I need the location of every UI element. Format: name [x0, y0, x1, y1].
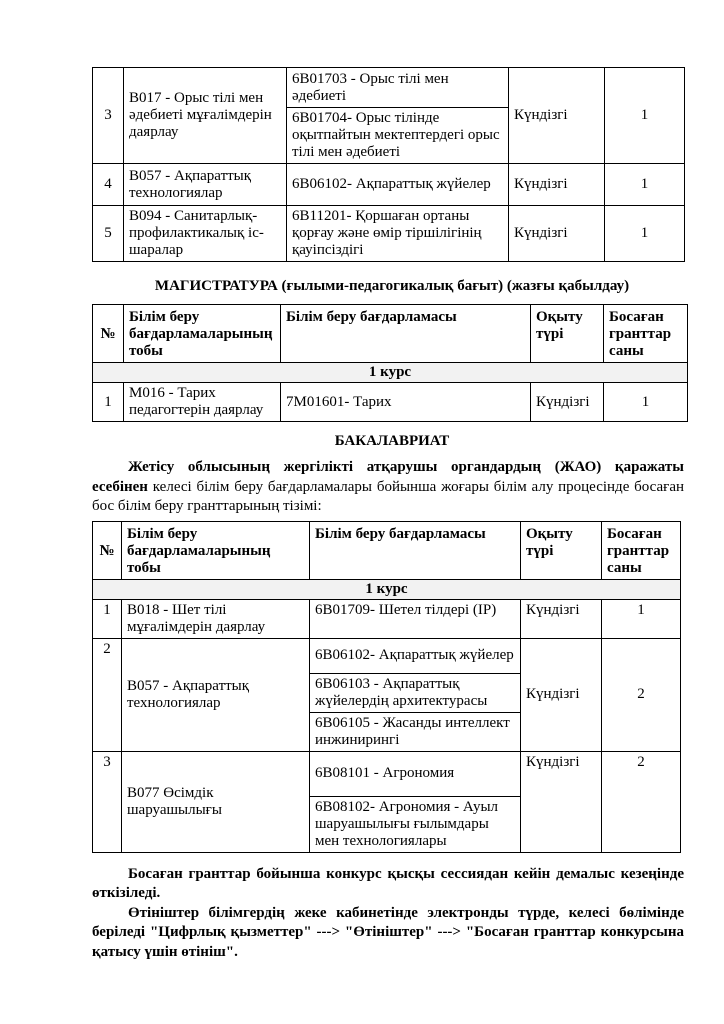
program-cell: 6B01709- Шетел тілдері (IP) [310, 599, 521, 638]
magistratura-table [92, 304, 688, 422]
course-row [93, 579, 681, 599]
col-header-num: № [93, 521, 122, 579]
row-number-cell: 4 [93, 164, 124, 206]
program-cell: 6B08102- Агрономия - Ауыл шаруашылығы ғылымдары мен технологиялары [310, 796, 521, 852]
magistratura-heading: МАГИСТРАТУРА (ғылыми-педагогикалық бағыт) (жазғы қабылдау) [154, 278, 630, 294]
grants-count-cell: 1 [604, 383, 688, 422]
program-cell: 6B08101 - Агрономия [310, 751, 521, 796]
row-number-cell: 5 [93, 206, 124, 262]
table-row [93, 68, 685, 108]
closing-paragraphs [92, 865, 684, 963]
table-row [93, 383, 688, 422]
program-group-cell: B077 Өсімдік шаруашылығы [122, 751, 310, 852]
program-cell: 6B01704- Орыс тілінде оқытпайтын мектептердегі орыс тілі мен әдебиеті [287, 108, 509, 164]
row-number-cell: 3 [93, 68, 124, 164]
table-row [93, 599, 681, 638]
col-header-group: Білім беру бағдарламаларының тобы [122, 521, 310, 579]
table-header-row [93, 305, 688, 363]
grants-count-cell: 1 [602, 599, 681, 638]
bakalavriat-heading: БАКАЛАВРИАТ [334, 433, 450, 449]
col-header-grants: Босаған гранттар саны [604, 305, 688, 363]
table-row [93, 751, 681, 796]
table-row [93, 164, 685, 206]
row-number-cell: 2 [93, 638, 122, 751]
program-cell: 7M01601- Тарих [281, 383, 531, 422]
bakalavriat-intro [92, 458, 684, 517]
program-group-cell: B057 - Ақпараттық технологиялар [124, 164, 287, 206]
program-cell: 6B06102- Ақпараттық жүйелер [287, 164, 509, 206]
program-group-cell: B017 - Орыс тілі мен әдебиеті мұғалімдерін даярлау [124, 68, 287, 164]
grants-count-cell: 2 [602, 751, 681, 852]
col-header-study-form: Оқыту түрі [531, 305, 604, 363]
col-header-group: Білім беру бағдарламаларының тобы [124, 305, 281, 363]
grants-count-cell: 1 [605, 164, 685, 206]
program-group-cell: M016 - Тарих педагогтерін даярлау [124, 383, 281, 422]
document-content [92, 0, 692, 962]
study-form-cell: Күндізгі [531, 383, 604, 422]
col-header-study-form: Оқыту түрі [521, 521, 602, 579]
program-cell: 6B06103 - Ақпараттық жүйелердің архитектурасы [310, 673, 521, 712]
grants-count-cell: 2 [602, 638, 681, 751]
program-cell: 6B11201- Қоршаған ортаны қорғау және өмір тіршілігінің қауіпсіздігі [287, 206, 509, 262]
study-form-cell: Күндізгі [521, 638, 602, 751]
col-header-num: № [93, 305, 124, 363]
program-cell: 6B06105 - Жасанды интеллект инжинирингі [310, 712, 521, 751]
intro-bold-text: Жетісу облысының жергілікті атқарушы органдардың (ЖАО) қаражаты есебінен [92, 459, 684, 495]
study-form-cell: Күндізгі [521, 751, 602, 852]
program-group-cell: B057 - Ақпараттық технологиялар [122, 638, 310, 751]
study-form-cell: Күндізгі [509, 164, 605, 206]
study-form-cell: Күндізгі [509, 68, 605, 164]
row-number-cell: 1 [93, 383, 124, 422]
closing-para-2: Өтініштер білімгердің жеке кабинетінде электронды түрде, келесі бөлімінде беріледі "Цифрлық қызметтер" ---> "Өтініштер" ---> "Босаған гранттар конкурсына қатысу үшін өтініш". [92, 904, 684, 960]
row-number-cell: 3 [93, 751, 122, 852]
row-number-cell: 1 [93, 599, 122, 638]
bakalavriat-table [92, 521, 681, 853]
table-header-row [93, 521, 681, 579]
course-row [93, 363, 688, 383]
table-row [93, 638, 681, 673]
program-group-cell: B094 - Санитарлық-профилактикалық іс-шаралар [124, 206, 287, 262]
program-group-cell: B018 - Шет тілі мұғалімдерін даярлау [122, 599, 310, 638]
closing-para-1: Босаған гранттар бойынша конкурс қысқы сессиядан кейін демалыс кезеңінде өткізіледі. [92, 865, 684, 901]
program-cell: 6B01703 - Орыс тілі мен әдебиеті [287, 68, 509, 108]
grants-count-cell: 1 [605, 68, 685, 164]
col-header-program: Білім беру бағдарламасы [310, 521, 521, 579]
intro-regular-text: келесі білім беру бағдарламалары бойынша жоғары білім алу процесінде босаған бос білім беру гранттарының тізімі: [92, 478, 684, 514]
col-header-grants: Босаған гранттар саны [602, 521, 681, 579]
col-header-program: Білім беру бағдарламасы [281, 305, 531, 363]
course-label: 1 курс [93, 579, 681, 599]
course-label: 1 курс [93, 363, 688, 383]
study-form-cell: Күндізгі [521, 599, 602, 638]
grants-count-cell: 1 [605, 206, 685, 262]
program-cell: 6B06102- Ақпараттық жүйелер [310, 638, 521, 673]
study-form-cell: Күндізгі [509, 206, 605, 262]
table-row [93, 206, 685, 262]
top-grants-table [92, 67, 685, 262]
